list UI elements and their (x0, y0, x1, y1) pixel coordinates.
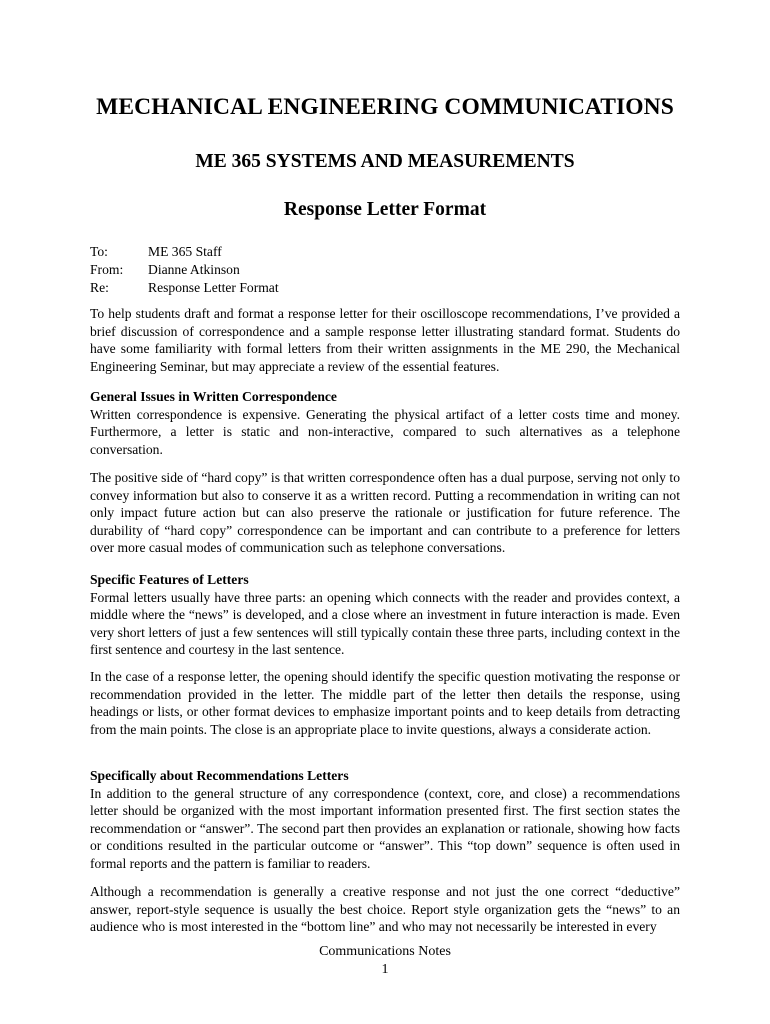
memo-from-row (90, 261, 279, 279)
memo-re-row (90, 279, 279, 297)
memo-re-label: Re: (90, 280, 109, 295)
memo-from-value: Dianne Atkinson (148, 262, 240, 277)
memo-to-label: To: (90, 244, 108, 259)
memo-header (90, 243, 279, 297)
although-text: Although a recommendation is generally a creative response and not just the one correct “deductive” answer, report-style sequence is usually the best choice. Report style organization gets the “news” to an audience who is most interested in the “bottom line” and who may not necessarily be interested in every (90, 884, 680, 935)
footer-note: Communications Notes (319, 944, 451, 959)
general-text: Written correspondence is expensive. Generating the physical artifact of a letter costs time and money. Furthermore, a letter is static and non-interactive, compared to such alternatives as a telephone conversation. (90, 406, 680, 457)
intro-paragraph (90, 305, 680, 375)
page-title: MECHANICAL ENGINEERING COMMUNICATIONS (96, 94, 674, 120)
general-heading: General Issues in Written Correspondence (90, 389, 337, 404)
course-title: ME 365 SYSTEMS AND MEASUREMENTS (195, 151, 575, 172)
page-number: 1 (381, 962, 389, 977)
recommend-text: In addition to the general structure of any correspondence (context, core, and close) a recommendations letter should be organized with the most important information presented first. The first section states the recommendation or “answer”. The second part then provides an explanation or rationale, showing how facts or conditions resulted in the particular outcome or “answer”. This “top down” sequence is often used in formal reports and the pattern is familiar to readers. (90, 785, 680, 871)
recommend-section (90, 767, 680, 873)
general-section (90, 388, 680, 458)
hardcopy-text: The positive side of “hard copy” is that written correspondence often has a dual purpose, serving not only to convey information but also to conserve it as a written record. Putting a recommendation in writing can not only impact future action but can also preserve the rationale or justification for future reference. The durability of “hard copy” correspondence can be important and can contribute to a preference for letters over more casual modes of communication such as telephone conversations. (90, 470, 680, 556)
hardcopy-paragraph (90, 469, 680, 557)
response-text: In the case of a response letter, the opening should identify the specific question motivating the response or recommendation provided in the letter. The middle part of the letter then details the response, using headings or lists, or other format devices to emphasize important points and to keep details from detracting from the main points. The close is an appropriate place to invite questions, always a considerate action. (90, 669, 680, 737)
memo-to-row (90, 243, 279, 261)
recommend-heading: Specifically about Recommendations Letters (90, 768, 349, 783)
specific-section (90, 571, 680, 659)
specific-heading: Specific Features of Letters (90, 572, 249, 587)
memo-from-label: From: (90, 262, 124, 277)
intro-text: To help students draft and format a response letter for their oscilloscope recommendations, I’ve provided a brief discussion of correspondence and a sample response letter illustrating standard format. Students do have some familiarity with formal letters from their written assignments in the ME 290, the Mechanical Engineering Seminar, but may appreciate a review of the essential features. (90, 306, 680, 374)
specific-text: Formal letters usually have three parts: an opening which connects with the reader and provides context, a middle where the “news” is developed, and a close where an investment in future interaction is made. Even very short letters of just a few sentences will still typically contain these three parts, including context in the first sentence and courtesy in the last sentence. (90, 589, 680, 658)
although-paragraph (90, 883, 680, 936)
memo-re-value: Response Letter Format (148, 280, 279, 295)
memo-to-value: ME 365 Staff (148, 244, 222, 259)
response-paragraph (90, 668, 680, 738)
document-title: Response Letter Format (283, 199, 487, 220)
